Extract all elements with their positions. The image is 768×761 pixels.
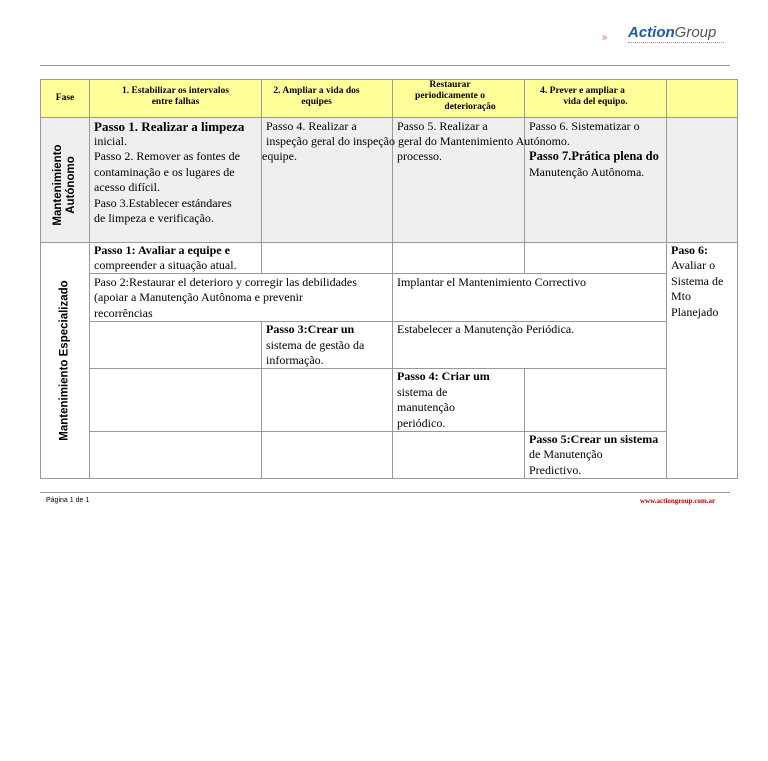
phase1-step6-line1: Passo 6. Sistematizar o bbox=[529, 119, 640, 133]
footer-rule bbox=[40, 492, 730, 493]
phase2-step2-line2: (apoiar a Manutenção Autônoma e prevenir bbox=[94, 290, 303, 304]
header-col2-line2: equipes bbox=[301, 97, 332, 107]
phase2-r3-c1 bbox=[89, 321, 262, 369]
phase2-r5-c3 bbox=[392, 431, 525, 479]
phase2-step5-line3: Predictivo. bbox=[529, 463, 582, 477]
phase2-corrective: Implantar el Mantenimiento Correctivo bbox=[397, 275, 586, 289]
phase2-r4-c1 bbox=[89, 368, 262, 432]
phase2-r4-c2 bbox=[261, 368, 393, 432]
phase2-step4-title: Passo 4: Criar um bbox=[397, 369, 490, 383]
phase1-step3-line1: Paso 3.Establecer estándares bbox=[94, 196, 232, 210]
header-col3-line1: Restaurar bbox=[429, 80, 471, 90]
phase1-cell-5 bbox=[666, 117, 738, 243]
phase2-step3-line3: informação. bbox=[266, 353, 324, 367]
phase1-step1-line2: inicial. bbox=[94, 134, 127, 148]
header-col4-line2: vida del equipo. bbox=[563, 97, 628, 107]
phase2-step3-line2: sistema de gestão da bbox=[266, 338, 365, 352]
header-fase-label: Fase bbox=[55, 93, 75, 103]
header-col4-line1: 4. Prever e ampliar a bbox=[540, 86, 625, 96]
phase2-step4-line2: sistema de bbox=[397, 385, 448, 399]
logo-wordmark: ActionGroup bbox=[628, 24, 717, 41]
tpm-table bbox=[40, 79, 738, 479]
phase1-step4-line2: inspeção geral do inspeção geral do Mantenimiento Autónomo. bbox=[266, 134, 570, 148]
phase2-step6-line3: Sistema de bbox=[671, 274, 724, 288]
phase1-step2-line2: contaminação e os lugares de bbox=[94, 165, 235, 179]
phase2-step2-line3: recorrências bbox=[94, 306, 153, 320]
logo-tagline-rule bbox=[628, 42, 724, 46]
header-col3-line2: periodicamente o bbox=[415, 91, 485, 101]
phase2-step5-title: Passo 5:Crear un sistema bbox=[529, 432, 659, 446]
phase2-step4-line4: periódico. bbox=[397, 416, 446, 430]
phase2-periodic: Estabelecer a Manutenção Periódica. bbox=[397, 322, 575, 336]
phase2-r1-c4 bbox=[524, 242, 667, 274]
phase1-step3-line2: de limpeza e verificação. bbox=[94, 211, 214, 225]
phase1-step5-line1: Passo 5. Realizar a bbox=[397, 119, 488, 133]
phase1-step2-line1: Passo 2. Remover as fontes de bbox=[94, 149, 240, 163]
phase2-r1-c2 bbox=[261, 242, 393, 274]
phase1-step1-title: Passo 1. Realizar a limpeza bbox=[94, 119, 245, 134]
phase2-r5-c1 bbox=[89, 431, 262, 479]
phase2-r5-c2 bbox=[261, 431, 393, 479]
header-cell-5 bbox=[666, 79, 738, 118]
phase1-step4-line1: Passo 4. Realizar a bbox=[266, 119, 357, 133]
actiongroup-logo bbox=[602, 26, 628, 50]
phase2-step3-title: Passo 3:Crear un bbox=[266, 322, 355, 336]
phase1-step5-line3: processo. bbox=[397, 149, 442, 163]
phase2-step4-line3: manutenção bbox=[397, 400, 455, 414]
header-col3-line3: deterioração bbox=[444, 102, 496, 112]
page-number: Página 1 de 1 bbox=[46, 497, 90, 504]
phase2-step6-line5: Planejado bbox=[671, 305, 719, 319]
header-col1-line2: entre falhas bbox=[151, 97, 200, 107]
phase1-step2-line3: acesso difícil. bbox=[94, 180, 160, 194]
phase2-step6-line2: Avaliar o bbox=[671, 258, 716, 272]
phase2-step6-line4: Mto bbox=[671, 289, 692, 303]
phase2-r4-c4 bbox=[524, 368, 667, 432]
phase2-step2-line1: Paso 2:Restaurar el deterioro y corregir las debilidades bbox=[94, 275, 357, 289]
phase2-vertical-label: Mantenimiento Especializado bbox=[58, 280, 71, 441]
header-col1-line1: 1. Estabilizar os intervalos bbox=[122, 86, 229, 96]
phase2-r1-c3 bbox=[392, 242, 525, 274]
phase2-step6-title: Paso 6: bbox=[671, 243, 708, 257]
phase2-step1-title: Passo 1: Avaliar a equipe e bbox=[94, 243, 230, 257]
phase1-step4-line3: equipe. bbox=[262, 149, 297, 163]
phase2-step5-line2: de Manutenção bbox=[529, 447, 603, 461]
footer-url-link[interactable]: www.actiongroup.com.ar bbox=[640, 497, 716, 505]
phase1-step7-line2: Manutenção Autônoma. bbox=[529, 165, 645, 179]
header-rule bbox=[40, 65, 730, 66]
phase1-vertical-label: Mantenimiento Autónomo bbox=[52, 144, 77, 226]
phase1-step7-title: Passo 7.Prática plena do bbox=[529, 149, 659, 163]
header-col2-line1: 2. Ampliar a vida dos bbox=[273, 86, 360, 96]
phase2-step1-line2: compreender a situação atual. bbox=[94, 258, 237, 272]
